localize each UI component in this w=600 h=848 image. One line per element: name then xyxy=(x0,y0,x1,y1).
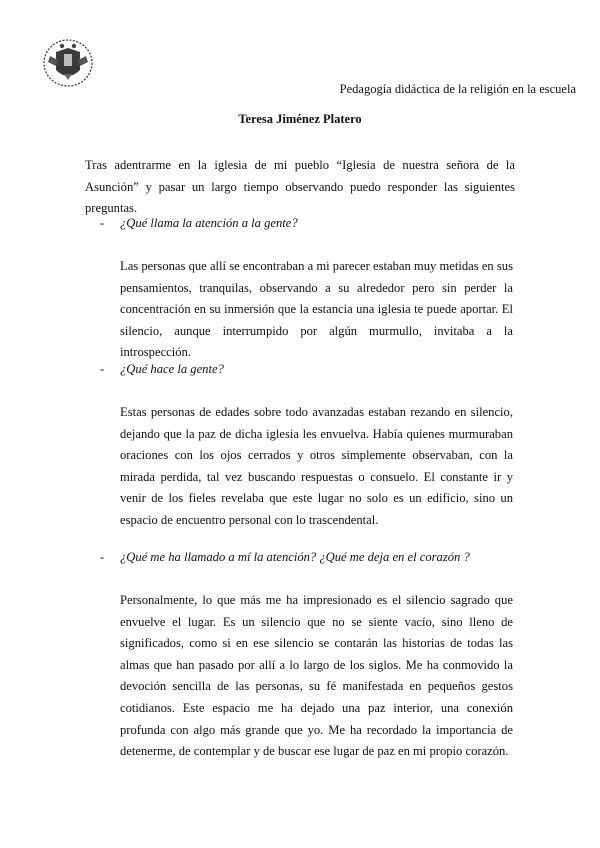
question-1 xyxy=(100,216,298,231)
answer-2: Estas personas de edades sobre todo avanzadas estaban rezando en silencio, dejando que la paz de dicha iglesia les envuelva. Había quienes murmuraban oraciones con los ojos cerrados y otros simplemente observaban, con la mirada perdida, tal vez buscando respuestas o consuelo. El constante ir y venir de los fieles revelaba que este lugar no solo es un edificio, sino un espacio de encuentro personal con lo trascendental. xyxy=(120,405,513,527)
answer-1: Las personas que allí se encontraban a mi parecer estaban muy metidas en sus pensamientos, tranquilas, observando a su alrededor pero sin perder la concentración en su inmersión que la estancia una iglesia te puede aportar. El silencio, aunque interrumpido por algún murmullo, invitaba a la introspección. xyxy=(120,259,513,360)
university-crest-logo xyxy=(42,38,94,88)
question-text: ¿Qué llama la atención a la gente? xyxy=(120,216,298,230)
bullet-dash: - xyxy=(100,216,105,230)
answer-3: Personalmente, lo que más me ha impresionado es el silencio sagrado que envuelve el lugar. Es un silencio que no se siente vacío, sino lleno de significados, como si en ese silencio se contarán las historias de todas las almas que han pasado por allí a lo largo de los siglos. Me ha conmovido la devoción sencilla de las personas, su fé manifestada en pequeños gestos cotidianos. Este espacio me ha dejado una paz interior, una conexión profunda con algo más grande que yo. Me ha recordado la importancia de detenerme, de contemplar y de buscar ese lugar de paz en mi propio corazón. xyxy=(120,593,513,759)
bullet-dash: - xyxy=(100,362,105,376)
course-title: Pedagogía didáctica de la religión en la escuela xyxy=(339,82,576,96)
intro-paragraph: Tras adentrarme en la iglesia de mi pueblo “Iglesia de nuestra señora de la Asunción” y pasar un largo tiempo observando puedo responder las siguientes preguntas. xyxy=(85,158,515,216)
question-text: ¿Qué me ha llamado a mí la atención? ¿Qué me deja en el corazón ? xyxy=(120,550,470,564)
question-text: ¿Qué hace la gente? xyxy=(120,362,224,376)
author-name: Teresa Jiménez Platero xyxy=(238,112,362,126)
bullet-dash: - xyxy=(100,550,105,564)
question-3 xyxy=(100,550,470,565)
question-2 xyxy=(100,362,224,377)
